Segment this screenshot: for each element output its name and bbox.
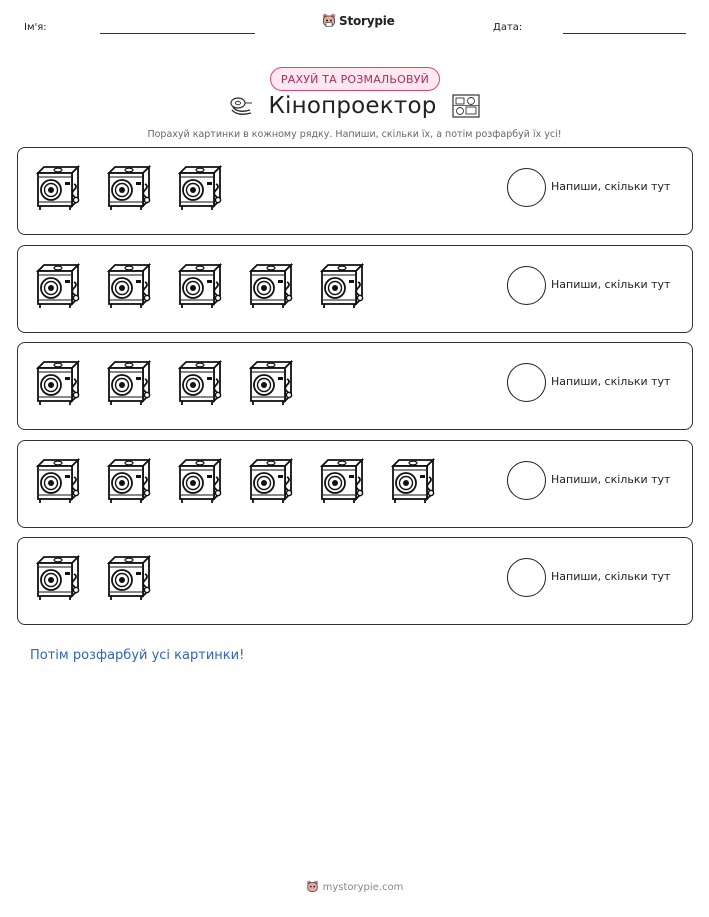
film-projector-icon — [30, 455, 82, 507]
film-projector-icon — [314, 455, 366, 507]
date-line[interactable] — [563, 33, 686, 34]
answer-circle[interactable] — [507, 461, 546, 500]
film-reel-icon — [228, 94, 254, 118]
count-row — [17, 245, 693, 333]
film-projector-icon — [101, 357, 153, 409]
film-projector-icon — [172, 455, 224, 507]
count-row — [17, 147, 693, 235]
count-row — [17, 342, 693, 430]
icon-group — [30, 455, 437, 507]
film-projector-icon — [243, 357, 295, 409]
answer-circle[interactable] — [507, 266, 546, 305]
answer-prompt: Напиши, скільки тут — [551, 473, 671, 486]
answer-circle[interactable] — [507, 558, 546, 597]
answer-circle[interactable] — [507, 363, 546, 402]
count-row — [17, 440, 693, 528]
answer-prompt: Напиши, скільки тут — [551, 570, 671, 583]
camera-sketch-icon — [451, 92, 481, 120]
film-projector-icon — [385, 455, 437, 507]
site-url[interactable]: mystorypie.com — [322, 881, 404, 893]
film-projector-icon — [101, 260, 153, 312]
count-row — [17, 537, 693, 625]
storypie-logo-icon — [306, 880, 319, 894]
date-label: Дата: — [493, 22, 523, 33]
instructions: Порахуй картинки в кожному рядку. Напиши, скільки їх, а потім розфарбуй їх усі! — [147, 129, 562, 140]
film-projector-icon — [314, 260, 366, 312]
brand-name: Storypie — [339, 14, 395, 28]
film-projector-icon — [30, 357, 82, 409]
color-instruction: Потім розфарбуй усі картинки! — [30, 648, 245, 663]
film-projector-icon — [172, 162, 224, 214]
film-projector-icon — [101, 552, 153, 604]
icon-group — [30, 260, 366, 312]
icon-group — [30, 357, 295, 409]
film-projector-icon — [30, 260, 82, 312]
answer-prompt: Напиши, скільки тут — [551, 180, 671, 193]
film-projector-icon — [30, 162, 82, 214]
activity-tag: РАХУЙ ТА РОЗМАЛЬОВУЙ — [270, 67, 440, 91]
icon-group — [30, 552, 153, 604]
film-projector-icon — [172, 260, 224, 312]
film-projector-icon — [101, 162, 153, 214]
film-projector-icon — [243, 455, 295, 507]
answer-prompt: Напиши, скільки тут — [551, 375, 671, 388]
brand — [322, 13, 395, 29]
name-label: Ім'я: — [24, 22, 47, 33]
film-projector-icon — [101, 455, 153, 507]
film-projector-icon — [172, 357, 224, 409]
film-projector-icon — [30, 552, 82, 604]
name-line[interactable] — [100, 33, 255, 34]
film-projector-icon — [243, 260, 295, 312]
page-title: Кінопроектор — [268, 93, 437, 119]
title-row — [0, 92, 709, 120]
answer-circle[interactable] — [507, 168, 546, 207]
icon-group — [30, 162, 224, 214]
storypie-logo-icon — [322, 13, 336, 29]
site-footer — [0, 880, 709, 894]
answer-prompt: Напиши, скільки тут — [551, 278, 671, 291]
